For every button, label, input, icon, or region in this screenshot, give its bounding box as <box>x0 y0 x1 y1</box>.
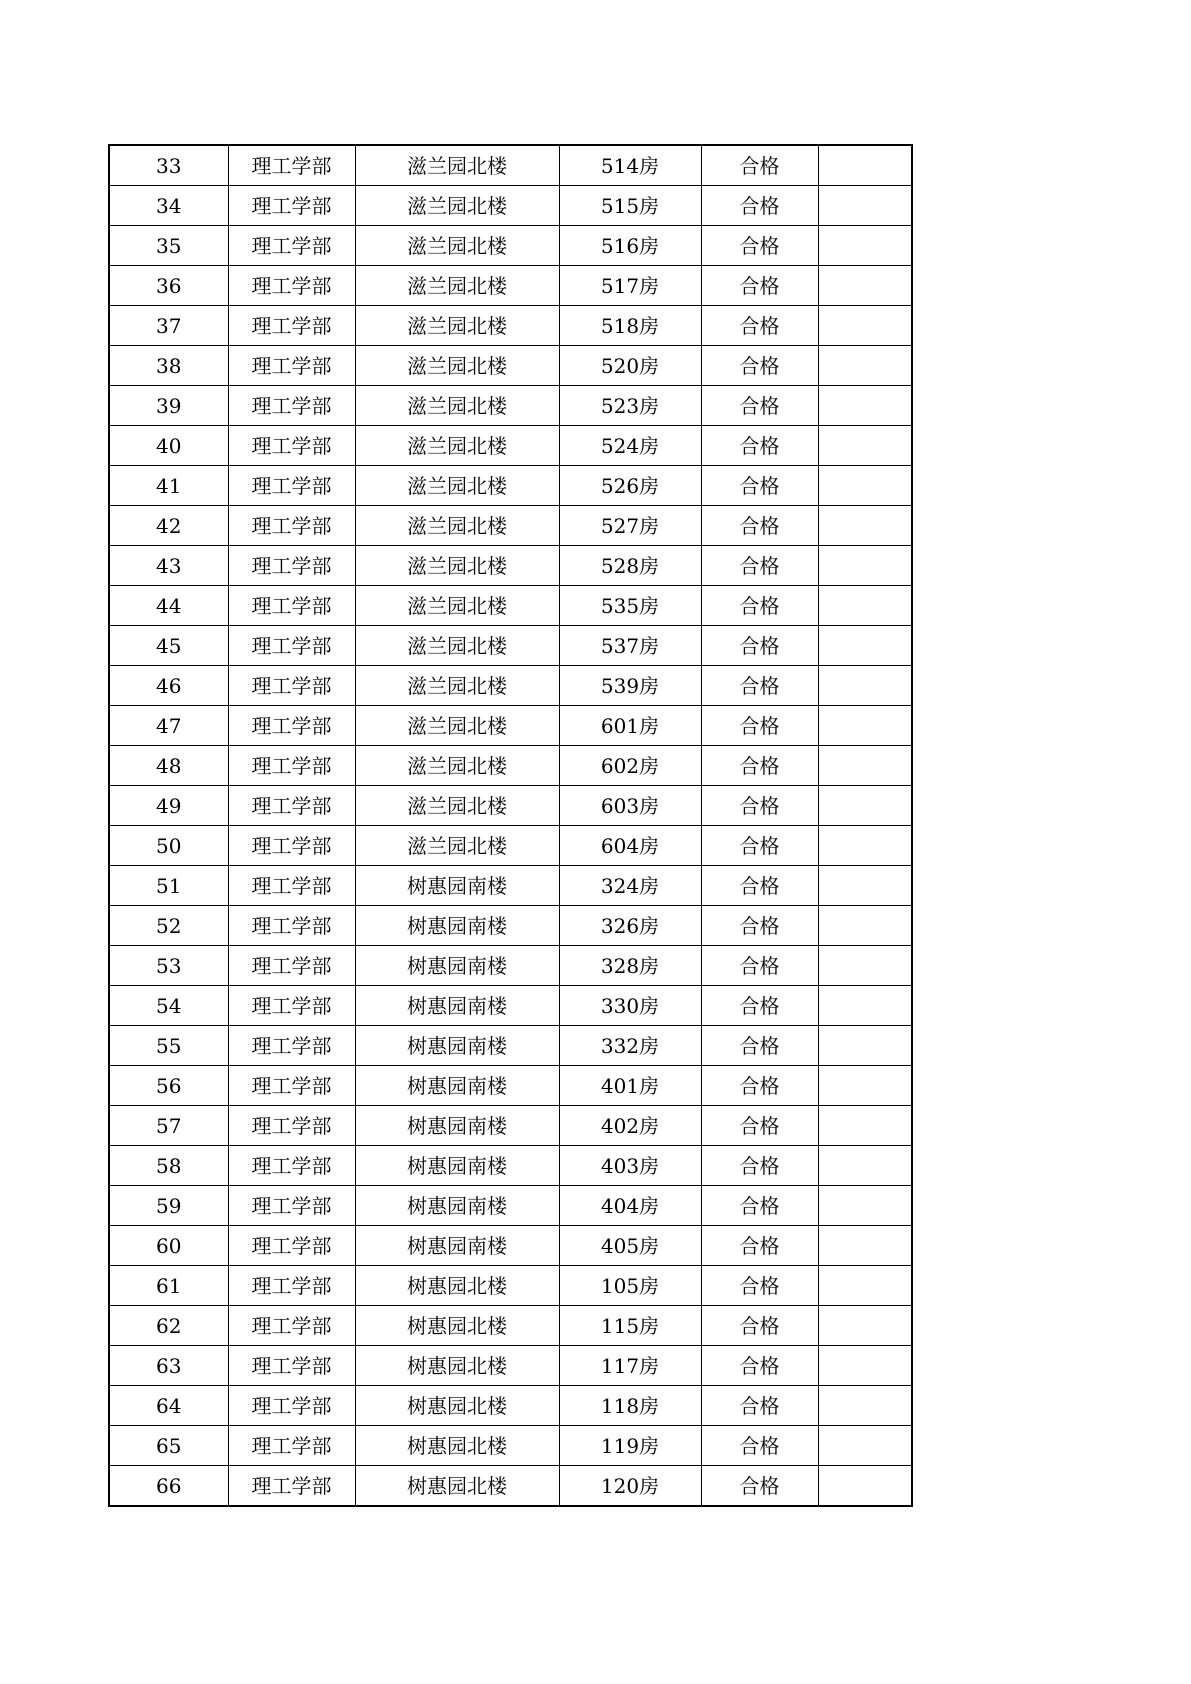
note-cell <box>818 186 912 226</box>
department-cell: 理工学部 <box>228 426 355 466</box>
row-number-cell: 53 <box>109 946 228 986</box>
note-cell <box>818 1146 912 1186</box>
department-cell: 理工学部 <box>228 706 355 746</box>
room-cell: 117房 <box>559 1346 701 1386</box>
note-cell <box>818 826 912 866</box>
result-cell: 合格 <box>701 946 818 986</box>
room-cell: 527房 <box>559 506 701 546</box>
building-cell: 树惠园南楼 <box>355 866 559 906</box>
note-cell <box>818 306 912 346</box>
inspection-table <box>108 144 913 1507</box>
department-cell: 理工学部 <box>228 1466 355 1507</box>
note-cell <box>818 546 912 586</box>
department-cell: 理工学部 <box>228 626 355 666</box>
department-cell: 理工学部 <box>228 186 355 226</box>
room-cell: 601房 <box>559 706 701 746</box>
table-row <box>109 466 912 506</box>
note-cell <box>818 1346 912 1386</box>
result-cell: 合格 <box>701 1226 818 1266</box>
department-cell: 理工学部 <box>228 586 355 626</box>
room-cell: 515房 <box>559 186 701 226</box>
note-cell <box>818 1066 912 1106</box>
row-number-cell: 38 <box>109 346 228 386</box>
note-cell <box>818 586 912 626</box>
result-cell: 合格 <box>701 826 818 866</box>
building-cell: 滋兰园北楼 <box>355 145 559 186</box>
result-cell: 合格 <box>701 346 818 386</box>
result-cell: 合格 <box>701 1386 818 1426</box>
department-cell: 理工学部 <box>228 1026 355 1066</box>
department-cell: 理工学部 <box>228 666 355 706</box>
note-cell <box>818 786 912 826</box>
department-cell: 理工学部 <box>228 946 355 986</box>
table-row <box>109 986 912 1026</box>
department-cell: 理工学部 <box>228 1426 355 1466</box>
note-cell <box>818 1386 912 1426</box>
room-cell: 328房 <box>559 946 701 986</box>
row-number-cell: 43 <box>109 546 228 586</box>
result-cell: 合格 <box>701 866 818 906</box>
table-row <box>109 506 912 546</box>
room-cell: 520房 <box>559 346 701 386</box>
department-cell: 理工学部 <box>228 1146 355 1186</box>
row-number-cell: 55 <box>109 1026 228 1066</box>
department-cell: 理工学部 <box>228 506 355 546</box>
table-row <box>109 866 912 906</box>
department-cell: 理工学部 <box>228 1346 355 1386</box>
room-cell: 326房 <box>559 906 701 946</box>
room-cell: 118房 <box>559 1386 701 1426</box>
building-cell: 树惠园南楼 <box>355 986 559 1026</box>
table-row <box>109 546 912 586</box>
table-body <box>109 145 912 1506</box>
table-row <box>109 666 912 706</box>
result-cell: 合格 <box>701 586 818 626</box>
building-cell: 树惠园南楼 <box>355 1186 559 1226</box>
row-number-cell: 41 <box>109 466 228 506</box>
room-cell: 405房 <box>559 1226 701 1266</box>
table-row <box>109 1146 912 1186</box>
result-cell: 合格 <box>701 706 818 746</box>
note-cell <box>818 626 912 666</box>
room-cell: 514房 <box>559 145 701 186</box>
note-cell <box>818 1186 912 1226</box>
department-cell: 理工学部 <box>228 1306 355 1346</box>
table-row <box>109 1186 912 1226</box>
row-number-cell: 64 <box>109 1386 228 1426</box>
room-cell: 524房 <box>559 426 701 466</box>
building-cell: 树惠园北楼 <box>355 1306 559 1346</box>
note-cell <box>818 946 912 986</box>
room-cell: 120房 <box>559 1466 701 1507</box>
row-number-cell: 50 <box>109 826 228 866</box>
result-cell: 合格 <box>701 145 818 186</box>
result-cell: 合格 <box>701 626 818 666</box>
result-cell: 合格 <box>701 906 818 946</box>
department-cell: 理工学部 <box>228 906 355 946</box>
result-cell: 合格 <box>701 786 818 826</box>
room-cell: 119房 <box>559 1426 701 1466</box>
building-cell: 滋兰园北楼 <box>355 386 559 426</box>
department-cell: 理工学部 <box>228 145 355 186</box>
building-cell: 树惠园南楼 <box>355 1226 559 1266</box>
table-row <box>109 946 912 986</box>
result-cell: 合格 <box>701 1466 818 1507</box>
row-number-cell: 36 <box>109 266 228 306</box>
department-cell: 理工学部 <box>228 1106 355 1146</box>
department-cell: 理工学部 <box>228 386 355 426</box>
building-cell: 树惠园南楼 <box>355 1026 559 1066</box>
building-cell: 树惠园北楼 <box>355 1466 559 1507</box>
room-cell: 523房 <box>559 386 701 426</box>
room-cell: 604房 <box>559 826 701 866</box>
building-cell: 滋兰园北楼 <box>355 346 559 386</box>
table-row <box>109 1266 912 1306</box>
note-cell <box>818 226 912 266</box>
department-cell: 理工学部 <box>228 1226 355 1266</box>
table-row <box>109 426 912 466</box>
note-cell <box>818 706 912 746</box>
building-cell: 树惠园北楼 <box>355 1346 559 1386</box>
room-cell: 517房 <box>559 266 701 306</box>
result-cell: 合格 <box>701 226 818 266</box>
row-number-cell: 52 <box>109 906 228 946</box>
table-row <box>109 1346 912 1386</box>
row-number-cell: 60 <box>109 1226 228 1266</box>
building-cell: 树惠园南楼 <box>355 906 559 946</box>
building-cell: 滋兰园北楼 <box>355 786 559 826</box>
row-number-cell: 62 <box>109 1306 228 1346</box>
table-row <box>109 226 912 266</box>
result-cell: 合格 <box>701 186 818 226</box>
department-cell: 理工学部 <box>228 786 355 826</box>
building-cell: 树惠园南楼 <box>355 946 559 986</box>
result-cell: 合格 <box>701 306 818 346</box>
row-number-cell: 65 <box>109 1426 228 1466</box>
department-cell: 理工学部 <box>228 306 355 346</box>
table-row <box>109 626 912 666</box>
table-row <box>109 746 912 786</box>
department-cell: 理工学部 <box>228 1186 355 1226</box>
row-number-cell: 35 <box>109 226 228 266</box>
room-cell: 402房 <box>559 1106 701 1146</box>
room-cell: 528房 <box>559 546 701 586</box>
department-cell: 理工学部 <box>228 466 355 506</box>
table-row <box>109 1026 912 1066</box>
note-cell <box>818 1466 912 1507</box>
row-number-cell: 45 <box>109 626 228 666</box>
table-row <box>109 346 912 386</box>
result-cell: 合格 <box>701 1346 818 1386</box>
building-cell: 滋兰园北楼 <box>355 466 559 506</box>
table-row <box>109 386 912 426</box>
result-cell: 合格 <box>701 466 818 506</box>
note-cell <box>818 1266 912 1306</box>
table-row <box>109 906 912 946</box>
building-cell: 滋兰园北楼 <box>355 506 559 546</box>
table-row <box>109 1226 912 1266</box>
note-cell <box>818 906 912 946</box>
table-row <box>109 186 912 226</box>
building-cell: 滋兰园北楼 <box>355 626 559 666</box>
note-cell <box>818 666 912 706</box>
result-cell: 合格 <box>701 1426 818 1466</box>
room-cell: 516房 <box>559 226 701 266</box>
table-row <box>109 826 912 866</box>
result-cell: 合格 <box>701 1106 818 1146</box>
room-cell: 603房 <box>559 786 701 826</box>
note-cell <box>818 1306 912 1346</box>
row-number-cell: 63 <box>109 1346 228 1386</box>
department-cell: 理工学部 <box>228 226 355 266</box>
table-row <box>109 145 912 186</box>
building-cell: 树惠园北楼 <box>355 1386 559 1426</box>
building-cell: 滋兰园北楼 <box>355 666 559 706</box>
room-cell: 518房 <box>559 306 701 346</box>
building-cell: 滋兰园北楼 <box>355 266 559 306</box>
building-cell: 树惠园北楼 <box>355 1266 559 1306</box>
row-number-cell: 58 <box>109 1146 228 1186</box>
row-number-cell: 34 <box>109 186 228 226</box>
building-cell: 滋兰园北楼 <box>355 746 559 786</box>
table-row <box>109 586 912 626</box>
result-cell: 合格 <box>701 1066 818 1106</box>
department-cell: 理工学部 <box>228 986 355 1026</box>
building-cell: 滋兰园北楼 <box>355 546 559 586</box>
note-cell <box>818 1226 912 1266</box>
note-cell <box>818 746 912 786</box>
department-cell: 理工学部 <box>228 1266 355 1306</box>
building-cell: 滋兰园北楼 <box>355 306 559 346</box>
room-cell: 537房 <box>559 626 701 666</box>
note-cell <box>818 266 912 306</box>
table-row <box>109 706 912 746</box>
building-cell: 滋兰园北楼 <box>355 826 559 866</box>
row-number-cell: 44 <box>109 586 228 626</box>
room-cell: 539房 <box>559 666 701 706</box>
row-number-cell: 48 <box>109 746 228 786</box>
table-row <box>109 1426 912 1466</box>
note-cell <box>818 986 912 1026</box>
building-cell: 树惠园南楼 <box>355 1066 559 1106</box>
building-cell: 滋兰园北楼 <box>355 426 559 466</box>
result-cell: 合格 <box>701 666 818 706</box>
room-cell: 401房 <box>559 1066 701 1106</box>
note-cell <box>818 346 912 386</box>
row-number-cell: 40 <box>109 426 228 466</box>
table-row <box>109 1386 912 1426</box>
row-number-cell: 33 <box>109 145 228 186</box>
building-cell: 滋兰园北楼 <box>355 706 559 746</box>
row-number-cell: 61 <box>109 1266 228 1306</box>
room-cell: 115房 <box>559 1306 701 1346</box>
room-cell: 105房 <box>559 1266 701 1306</box>
row-number-cell: 54 <box>109 986 228 1026</box>
row-number-cell: 66 <box>109 1466 228 1507</box>
table-row <box>109 1066 912 1106</box>
room-cell: 324房 <box>559 866 701 906</box>
department-cell: 理工学部 <box>228 1066 355 1106</box>
row-number-cell: 37 <box>109 306 228 346</box>
department-cell: 理工学部 <box>228 826 355 866</box>
result-cell: 合格 <box>701 386 818 426</box>
department-cell: 理工学部 <box>228 746 355 786</box>
building-cell: 滋兰园北楼 <box>355 186 559 226</box>
result-cell: 合格 <box>701 1186 818 1226</box>
room-cell: 330房 <box>559 986 701 1026</box>
note-cell <box>818 506 912 546</box>
table-row <box>109 1106 912 1146</box>
note-cell <box>818 866 912 906</box>
building-cell: 树惠园南楼 <box>355 1106 559 1146</box>
note-cell <box>818 1106 912 1146</box>
room-cell: 602房 <box>559 746 701 786</box>
building-cell: 树惠园北楼 <box>355 1426 559 1466</box>
note-cell <box>818 1426 912 1466</box>
result-cell: 合格 <box>701 546 818 586</box>
room-cell: 535房 <box>559 586 701 626</box>
row-number-cell: 56 <box>109 1066 228 1106</box>
row-number-cell: 57 <box>109 1106 228 1146</box>
room-cell: 332房 <box>559 1026 701 1066</box>
building-cell: 滋兰园北楼 <box>355 586 559 626</box>
row-number-cell: 49 <box>109 786 228 826</box>
result-cell: 合格 <box>701 1146 818 1186</box>
department-cell: 理工学部 <box>228 1386 355 1426</box>
table-row <box>109 306 912 346</box>
row-number-cell: 59 <box>109 1186 228 1226</box>
note-cell <box>818 1026 912 1066</box>
result-cell: 合格 <box>701 426 818 466</box>
result-cell: 合格 <box>701 1026 818 1066</box>
row-number-cell: 39 <box>109 386 228 426</box>
row-number-cell: 46 <box>109 666 228 706</box>
note-cell <box>818 466 912 506</box>
row-number-cell: 42 <box>109 506 228 546</box>
result-cell: 合格 <box>701 1266 818 1306</box>
note-cell <box>818 145 912 186</box>
table-row <box>109 786 912 826</box>
row-number-cell: 51 <box>109 866 228 906</box>
table-row <box>109 1466 912 1507</box>
result-cell: 合格 <box>701 506 818 546</box>
room-cell: 404房 <box>559 1186 701 1226</box>
department-cell: 理工学部 <box>228 866 355 906</box>
result-cell: 合格 <box>701 746 818 786</box>
room-cell: 526房 <box>559 466 701 506</box>
room-cell: 403房 <box>559 1146 701 1186</box>
department-cell: 理工学部 <box>228 546 355 586</box>
table-row <box>109 266 912 306</box>
result-cell: 合格 <box>701 266 818 306</box>
result-cell: 合格 <box>701 1306 818 1346</box>
note-cell <box>818 386 912 426</box>
department-cell: 理工学部 <box>228 266 355 306</box>
building-cell: 滋兰园北楼 <box>355 226 559 266</box>
department-cell: 理工学部 <box>228 346 355 386</box>
building-cell: 树惠园南楼 <box>355 1146 559 1186</box>
result-cell: 合格 <box>701 986 818 1026</box>
table-row <box>109 1306 912 1346</box>
row-number-cell: 47 <box>109 706 228 746</box>
note-cell <box>818 426 912 466</box>
